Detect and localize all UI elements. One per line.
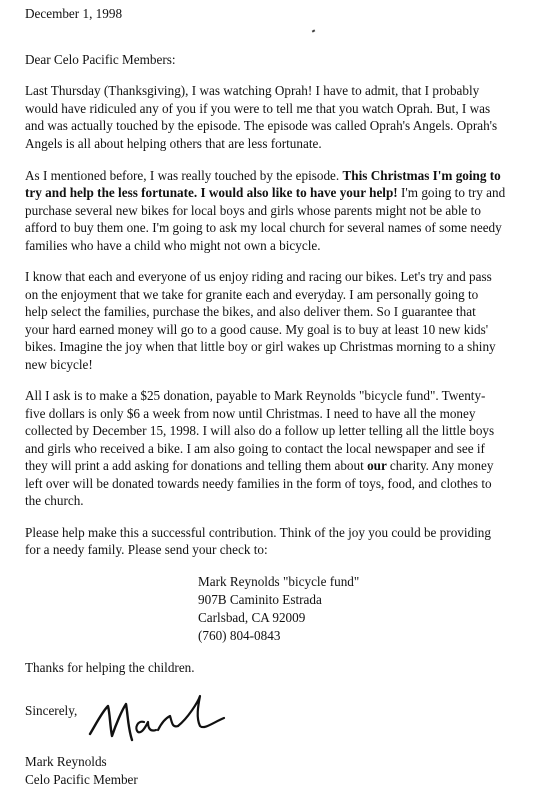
- handwritten-signature: [86, 692, 236, 752]
- paragraph-line: and was actually touched by the episode. The episode was called Oprah's Angels. Oprah's: [25, 118, 498, 133]
- paragraph-line: Please help make this a successful contribution. Think of the joy you could be providing: [25, 525, 491, 540]
- letter-date: December 1, 1998: [25, 6, 123, 21]
- paragraph-line: All I ask is to make a $25 donation, payable to Mark Reynolds "bicycle fund". Twenty-: [25, 388, 486, 403]
- letter-salutation: Dear Celo Pacific Members:: [25, 52, 176, 67]
- paragraph-line: they will print a add asking for donations and telling them about our charity. Any money: [25, 458, 494, 473]
- paragraph-line: bikes. Imagine the joy when that little boy or girl wakes up Christmas morning to a shiny: [25, 339, 496, 354]
- paragraph-line: your hard earned money will go to a good cause. My goal is to buy at least 10 new kids': [25, 322, 489, 337]
- paragraph-line: new bicycle!: [25, 357, 93, 372]
- paragraph-line: on the enjoyment that we take for granite each and everyday. I am personally going to: [25, 287, 479, 302]
- paragraph-line: Angels is all about helping others that are less fortunate.: [25, 136, 322, 151]
- paragraph-line: try and help the less fortunate. I would also like to have your help! I'm going to try and: [25, 185, 506, 200]
- emphasized-text: try and help the less fortunate.: [25, 185, 198, 200]
- paragraph-line: the church.: [25, 493, 84, 508]
- stray-mark: [312, 29, 316, 32]
- paragraph-line: would have ridiculed any of you if you were to tell me that you watch Oprah. But, I was: [25, 101, 491, 116]
- paragraph-line: families who have a child who might not own a bicycle.: [25, 238, 321, 253]
- closing: Sincerely,: [25, 703, 78, 718]
- paragraph-line: As I mentioned before, I was really touched by the episode. This Christmas I'm going to: [25, 168, 501, 183]
- address-line: 907B Caminito Estrada: [198, 592, 322, 607]
- paragraph-line: for a needy family. Please send your check to:: [25, 542, 268, 557]
- paragraph-line: five dollars is only $6 a week from now until Christmas. I need to have all the money: [25, 406, 476, 421]
- signer-name: Mark Reynolds: [25, 754, 107, 769]
- address-line: Mark Reynolds "bicycle fund": [198, 574, 360, 589]
- paragraph-line: help select the families, purchase the bikes, and also deliver them. So I guarantee that: [25, 304, 476, 319]
- paragraph-line: left over will be donated towards needy families in the form of toys, food, and clothes to: [25, 476, 492, 491]
- emphasized-text: This Christmas I'm going to: [342, 168, 501, 183]
- paragraph-line: purchase several new bikes for local boys and girls whose parents might not be able to: [25, 203, 481, 218]
- address-line: (760) 804-0843: [198, 628, 281, 643]
- paragraph-line: and girls who received a bike. I am also going to contact the local newspaper and see if: [25, 441, 485, 456]
- paragraph-line: afford to buy them one. I'm going to ask my local church for several names of some needy: [25, 220, 502, 235]
- thanks-line: Thanks for helping the children.: [25, 660, 195, 675]
- emphasized-text: I would also like to have your help!: [200, 185, 398, 200]
- paragraph-line: collected by December 15, 1998. I will also do a follow up letter telling all the little boys: [25, 423, 495, 438]
- paragraph-line: Last Thursday (Thanksgiving), I was watching Oprah! I have to admit, that I probably: [25, 83, 480, 98]
- signer-title: Celo Pacific Member: [25, 772, 138, 787]
- address-line: Carlsbad, CA 92009: [198, 610, 306, 625]
- paragraph-line: I know that each and everyone of us enjoy riding and racing our bikes. Let's try and pass: [25, 269, 492, 284]
- emphasized-text: our: [363, 458, 390, 473]
